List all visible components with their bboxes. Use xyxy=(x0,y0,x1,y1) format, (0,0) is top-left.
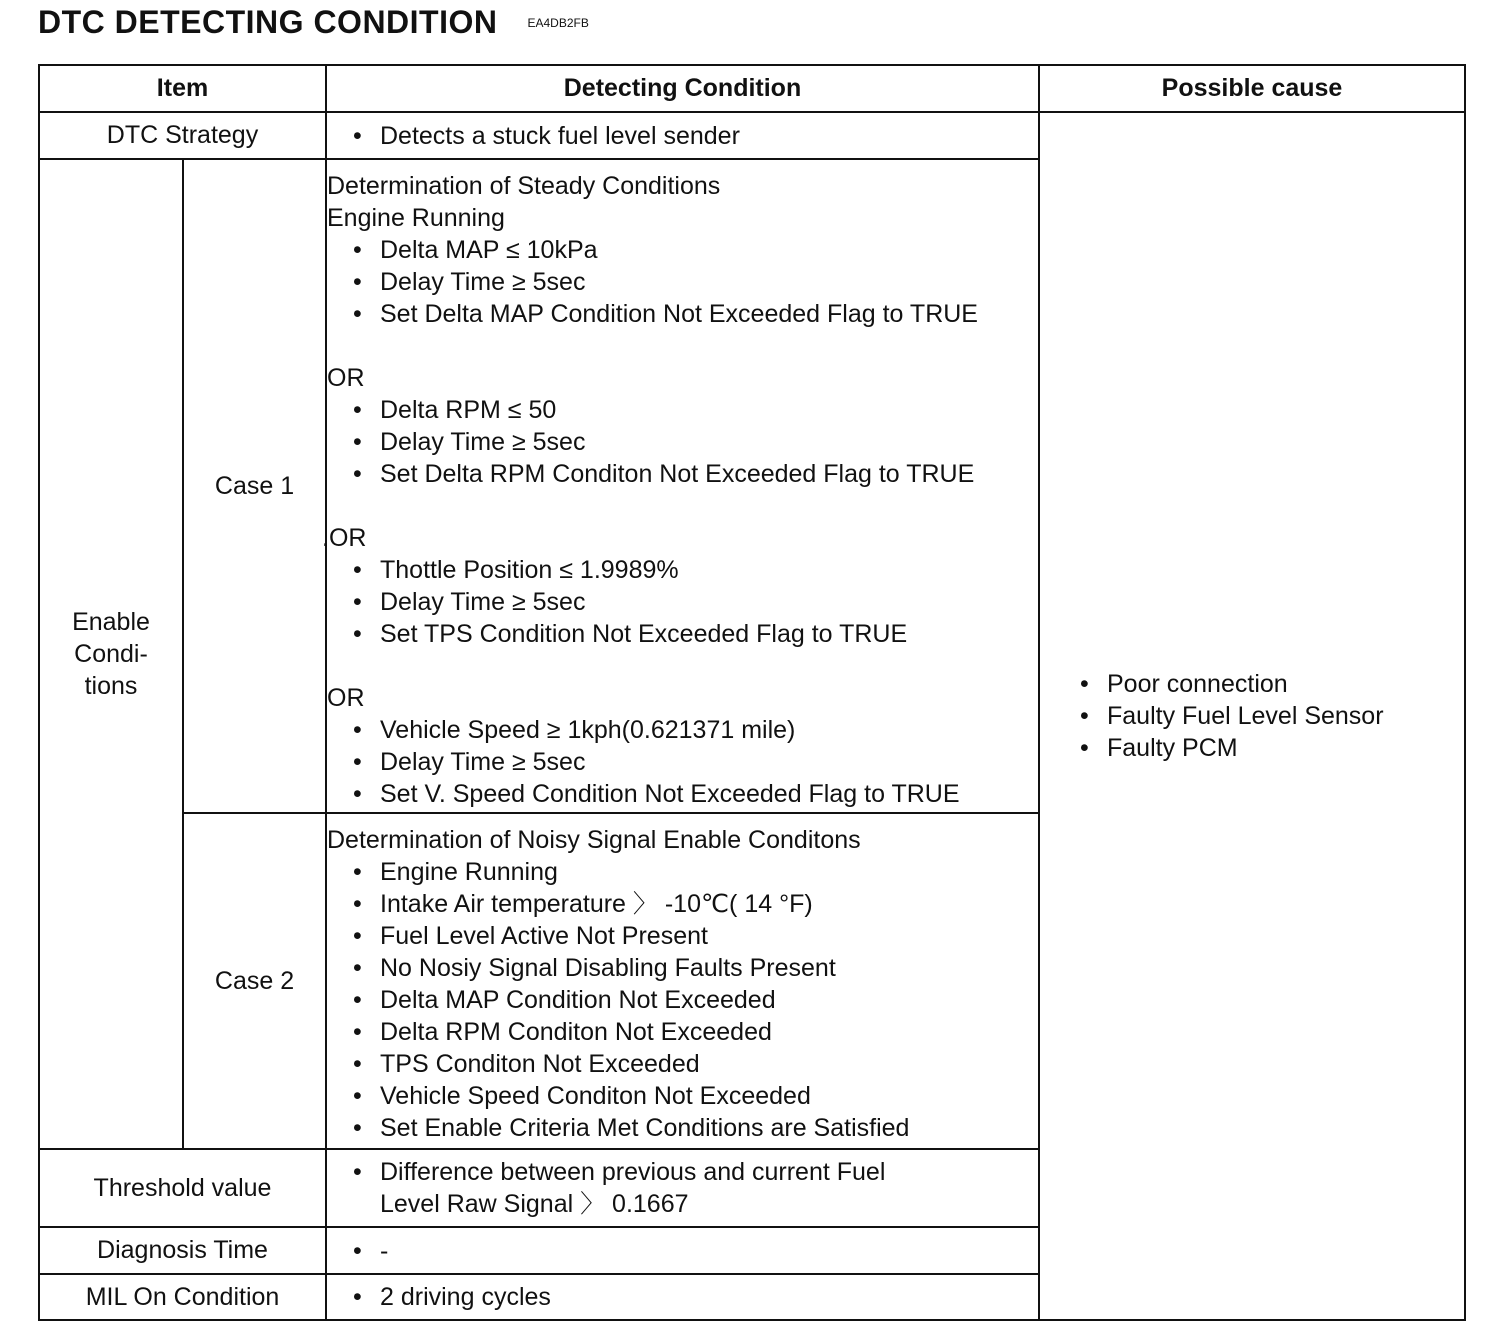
possible-cause-item: • Faulty Fuel Level Sensor xyxy=(1080,700,1464,732)
enable-conditions-label xyxy=(39,159,183,1149)
condition-item: • Delay Time ≥ 5sec xyxy=(353,426,1038,458)
case1-label: Case 1 xyxy=(183,159,326,813)
enable-label-line: Enable xyxy=(72,608,150,636)
case1-group-rpm xyxy=(327,394,1038,490)
condition-item: • Vehicle Speed Conditon Not Exceeded xyxy=(353,1080,1038,1112)
or-separator: OR xyxy=(327,364,365,392)
case1-subheading: Engine Running xyxy=(327,204,505,232)
document-code: EA4DB2FB xyxy=(527,16,589,30)
condition-item: • Set Delta RPM Conditon Not Exceeded Flag to TRUE xyxy=(353,458,1038,490)
mil-label: MIL On Condition xyxy=(39,1274,326,1320)
condition-item: • Vehicle Speed ≥ 1kph(0.621371 mile) xyxy=(353,714,1038,746)
case1-condition xyxy=(322,159,1039,813)
case2-list xyxy=(327,856,1038,1144)
title-row xyxy=(38,4,589,44)
condition-item: • Intake Air temperature 〉 -10℃( 14 °F) xyxy=(353,888,1038,920)
page-title: DTC DETECTING CONDITION xyxy=(38,4,498,40)
case1-group-speed xyxy=(327,714,1038,810)
or-separator: .OR xyxy=(322,524,367,552)
condition-item: • No Nosiy Signal Disabling Faults Present xyxy=(353,952,1038,984)
column-header-possible-cause: Possible cause xyxy=(1039,65,1465,112)
diagnosis-item: • - xyxy=(353,1235,1038,1267)
condition-item: • Engine Running xyxy=(353,856,1038,888)
condition-item: • Set TPS Condition Not Exceeded Flag to TRUE xyxy=(353,618,1038,650)
condition-item: • Fuel Level Active Not Present xyxy=(353,920,1038,952)
strategy-label: DTC Strategy xyxy=(39,112,326,159)
condition-item: • Delta RPM ≤ 50 xyxy=(353,394,1038,426)
possible-cause-cell xyxy=(1039,112,1465,1320)
case2-heading: Determination of Noisy Signal Enable Conditons xyxy=(327,826,861,854)
strategy-item: • Detects a stuck fuel level sender xyxy=(353,120,1038,152)
condition-item: • Set Enable Criteria Met Conditions are Satisfied xyxy=(353,1112,1038,1144)
mil-condition xyxy=(326,1274,1039,1320)
dtc-table xyxy=(38,64,1466,1321)
case1-heading: Determination of Steady Conditions xyxy=(327,172,721,200)
threshold-item: • Difference between previous and current Fuel Level Raw Signal 〉 0.1667 xyxy=(353,1156,940,1220)
threshold-label: Threshold value xyxy=(39,1149,326,1227)
case1-group-tps xyxy=(327,554,1038,650)
condition-item: • Delay Time ≥ 5sec xyxy=(353,746,1038,778)
case2-condition xyxy=(326,813,1039,1149)
condition-item: • Delta MAP Condition Not Exceeded xyxy=(353,984,1038,1016)
table-header-row xyxy=(39,65,1465,112)
diagnosis-condition xyxy=(326,1227,1039,1274)
table-row-strategy xyxy=(39,112,1465,159)
condition-item: • Delay Time ≥ 5sec xyxy=(353,266,1038,298)
possible-cause-list xyxy=(1040,668,1464,764)
threshold-condition xyxy=(326,1149,1039,1227)
condition-item: • Delta RPM Conditon Not Exceeded xyxy=(353,1016,1038,1048)
enable-label-line: tions xyxy=(84,672,138,700)
condition-item: • Delay Time ≥ 5sec xyxy=(353,586,1038,618)
condition-item: • Delta MAP ≤ 10kPa xyxy=(353,234,1038,266)
possible-cause-item: • Faulty PCM xyxy=(1080,732,1464,764)
column-header-detecting-condition: Detecting Condition xyxy=(326,65,1039,112)
condition-item: • Set Delta MAP Condition Not Exceeded Flag to TRUE xyxy=(353,298,1038,330)
mil-item: • 2 driving cycles xyxy=(353,1281,1038,1313)
diagnosis-label: Diagnosis Time xyxy=(39,1227,326,1274)
condition-item: • Set V. Speed Condition Not Exceeded Flag to TRUE xyxy=(353,778,1038,810)
possible-cause-item: • Poor connection xyxy=(1080,668,1464,700)
column-header-item: Item xyxy=(39,65,326,112)
enable-label-line: Condi- xyxy=(74,640,148,668)
strategy-condition xyxy=(326,112,1039,159)
condition-item: • Thottle Position ≤ 1.9989% xyxy=(353,554,1038,586)
condition-item: • TPS Conditon Not Exceeded xyxy=(353,1048,1038,1080)
or-separator: OR xyxy=(327,684,365,712)
case2-label: Case 2 xyxy=(183,813,326,1149)
case1-group-map xyxy=(327,234,1038,330)
